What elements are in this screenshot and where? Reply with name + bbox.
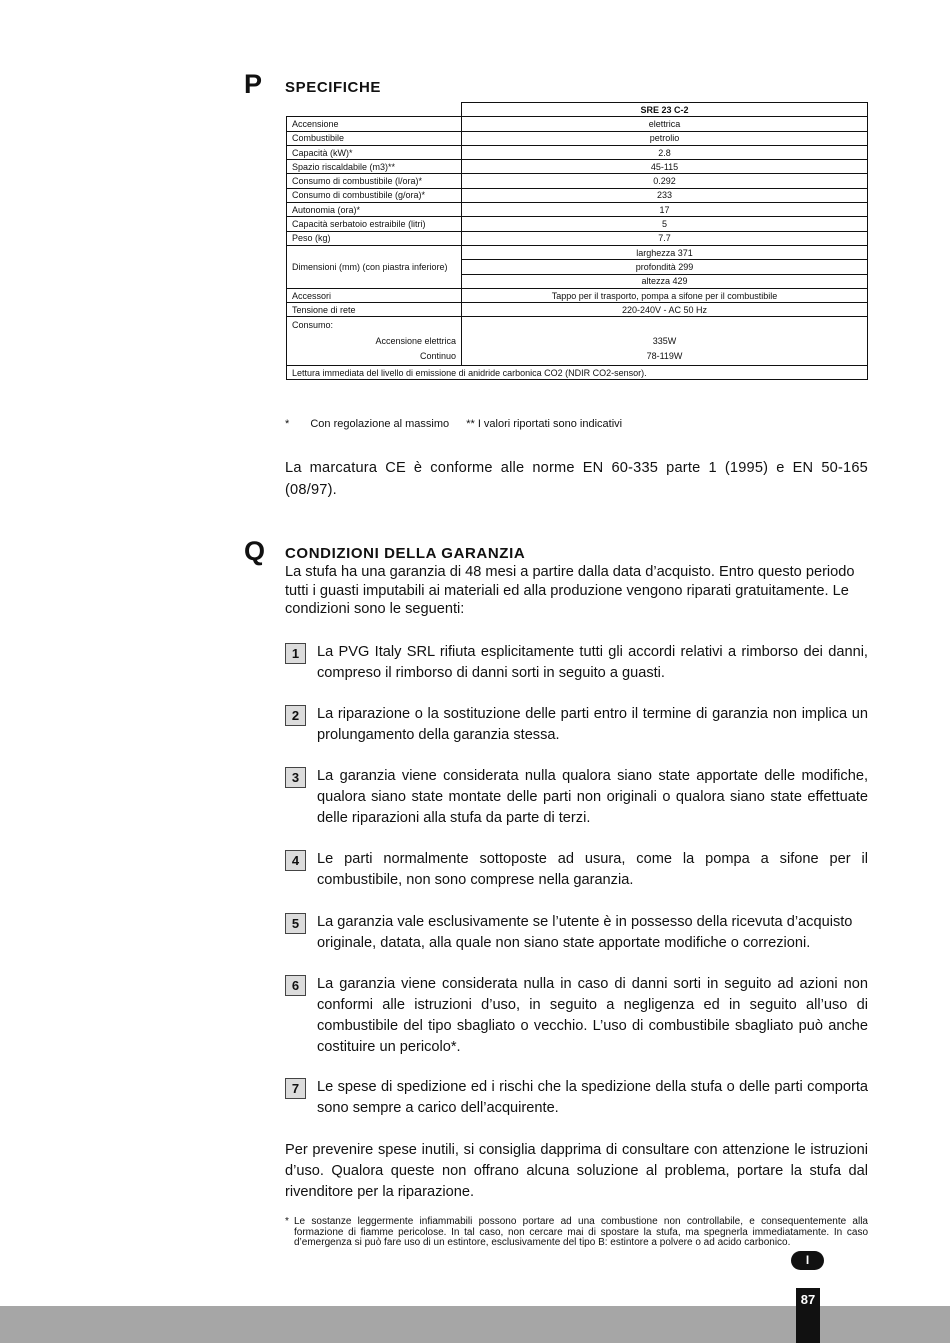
spec-model-header: SRE 23 C-2 [462, 103, 868, 117]
spec-footnote [285, 418, 622, 430]
condition-number: 5 [285, 913, 306, 934]
spec-label: Spazio riscaldabile (m3)** [287, 160, 462, 174]
condition-number: 1 [285, 643, 306, 664]
table-row [287, 188, 868, 202]
spec-label: Consumo di combustibile (g/ora)* [287, 188, 462, 202]
warranty-intro: La stufa ha una garanzia di 48 mesi a partire dalla data d’acquisto. Entro questo periodo tutti i guasti imputabili ai materiali ed alla produzione vengono riparati gratuitamente. Le condizioni sono le seguenti: [285, 564, 855, 617]
section-letter-p: P [244, 69, 263, 99]
table-row [287, 131, 868, 145]
table-row [287, 117, 868, 131]
table-row [287, 231, 868, 245]
accessories-value: Tappo per il trasporto, pompa a sifone per il combustibile [462, 288, 868, 302]
condition-number: 3 [285, 767, 306, 788]
consumption-continuous-value: 78-119W [646, 351, 683, 362]
dimensions-label: Dimensioni (mm) (con piastra inferiore) [287, 245, 462, 288]
voltage-label: Tensione di rete [287, 303, 462, 317]
dimension-depth: profondità 299 [462, 260, 868, 274]
note-star: * [285, 1216, 289, 1227]
spec-label: Peso (kg) [287, 231, 462, 245]
consumption-continuous-label: Continuo [419, 351, 456, 362]
spec-value: elettrica [462, 117, 868, 131]
footnote-star: * [285, 418, 290, 430]
spec-label: Capacità serbatoio estraibile (litri) [287, 217, 462, 231]
condition-text: La riparazione o la sostituzione delle parti entro il termine di garanzia non implica un prolungamento della garanzia stessa. [317, 706, 868, 743]
condition-number: 7 [285, 1078, 306, 1099]
condition-text: La garanzia vale esclusivamente se l’utente è in possesso della ricevuta d’acquisto originale, datata, alla quale non siano state apportate modifiche o correzioni. [317, 914, 853, 951]
spec-label: Combustibile [287, 131, 462, 145]
spec-value: 2.8 [462, 145, 868, 159]
condition-number: 4 [285, 850, 306, 871]
footnote-indicative: ** I valori riportati sono indicativi [466, 418, 623, 430]
table-row [287, 317, 868, 366]
table-row [287, 365, 868, 379]
spec-value: 5 [462, 217, 868, 231]
spec-value: 7.7 [462, 231, 868, 245]
condition-number: 6 [285, 975, 306, 996]
condition-text: La garanzia viene considerata nulla qualora siano state apportate delle modifiche, qualora siano state montate delle parti non originali o qualora siano state effettuate delle riparazioni alla stufa da parte di terzi. [317, 768, 868, 826]
condition-text: Le parti normalmente sottoposte ad usura, come la pompa a sifone per il combustibile, non sono comprese nella garanzia. [317, 851, 868, 888]
condition-text: La PVG Italy SRL rifiuta esplicitamente tutti gli accordi relativi a rimborso dei danni, compreso il rimborso di danni sorti in seguito a guasti. [317, 644, 868, 681]
condition-number: 2 [285, 705, 306, 726]
section-title-specifiche: SPECIFICHE [285, 79, 382, 96]
consumption-value-cell [462, 317, 868, 366]
flammable-note [285, 1217, 868, 1249]
voltage-value: 220-240V - AC 50 Hz [462, 303, 868, 317]
spec-value: 0.292 [462, 174, 868, 188]
spec-footer: Lettura immediata del livello di emissione di anidride carbonica CO2 (NDIR CO2-sensor). [287, 365, 868, 379]
spec-label: Accensione [287, 117, 462, 131]
table-row [287, 160, 868, 174]
ce-marking-text: La marcatura CE è conforme alle norme EN 60-335 parte 1 (1995) e EN 50-165 (08/97). [285, 460, 868, 498]
table-row [287, 217, 868, 231]
spec-value: 233 [462, 188, 868, 202]
table-row [287, 245, 868, 259]
section-letter-q: Q [244, 536, 266, 566]
spec-label: Capacità (kW)* [287, 145, 462, 159]
spec-label: Consumo di combustibile (l/ora)* [287, 174, 462, 188]
table-row [287, 174, 868, 188]
table-row [287, 203, 868, 217]
table-row [287, 145, 868, 159]
spec-table [286, 102, 868, 380]
footnote-max: Con regolazione al massimo [310, 418, 450, 430]
consumption-ignition-value: 335W [652, 335, 677, 346]
consumption-label: Consumo: [292, 320, 334, 331]
condition-text: Le spese di spedizione ed i rischi che la spedizione della stufa o delle parti comporta sono sempre a carico dell’acquirente. [317, 1079, 868, 1116]
spec-label: Autonomia (ora)* [287, 203, 462, 217]
accessories-label: Accessori [287, 288, 462, 302]
section-title-garanzia: CONDIZIONI DELLA GARANZIA [285, 545, 526, 562]
condition-text: La garanzia viene considerata nulla in caso di danni sorti in seguito ad azioni non conformi alle istruzioni d’uso, in seguito a negligenza ed in seguito all’uso di combustibile del tipo sbagliato o vecchio. L’uso di combustibile sbagliato può anche costituire un pericolo*. [317, 976, 868, 1055]
table-row [287, 288, 868, 302]
consumption-ignition-label: Accensione elettrica [375, 335, 456, 346]
spec-header-row [287, 103, 868, 117]
dimension-height: altezza 429 [462, 274, 868, 288]
note-text: Le sostanze leggermente infiammabili possono portare ad una combustione non controllabile, e consequentemente alla formazione di fiamme pericolose. In tal caso, non cercare mai di spostare la stufa, ma spegnerla immediatamente. In caso d’emergenza si può fare uso di un estintore, esclusivamente del tipo B: estintore a polvere o ad acido carbonico. [294, 1216, 868, 1248]
spec-value: 45-115 [462, 160, 868, 174]
spec-header-blank [287, 103, 462, 117]
closing-text: Per prevenire spese inutili, si consiglia dapprima di consultare con attenzione le istruzioni d’uso. Qualora queste non offrano alcuna soluzione al problema, portare la stufa dal rivenditore per la riparazione. [285, 1142, 868, 1200]
spec-value: 17 [462, 203, 868, 217]
table-row [287, 303, 868, 317]
language-badge: I [791, 1251, 824, 1270]
spec-value: petrolio [462, 131, 868, 145]
dimension-width: larghezza 371 [462, 245, 868, 259]
page-number: 87 [800, 1292, 816, 1307]
consumption-label-cell [287, 317, 462, 366]
